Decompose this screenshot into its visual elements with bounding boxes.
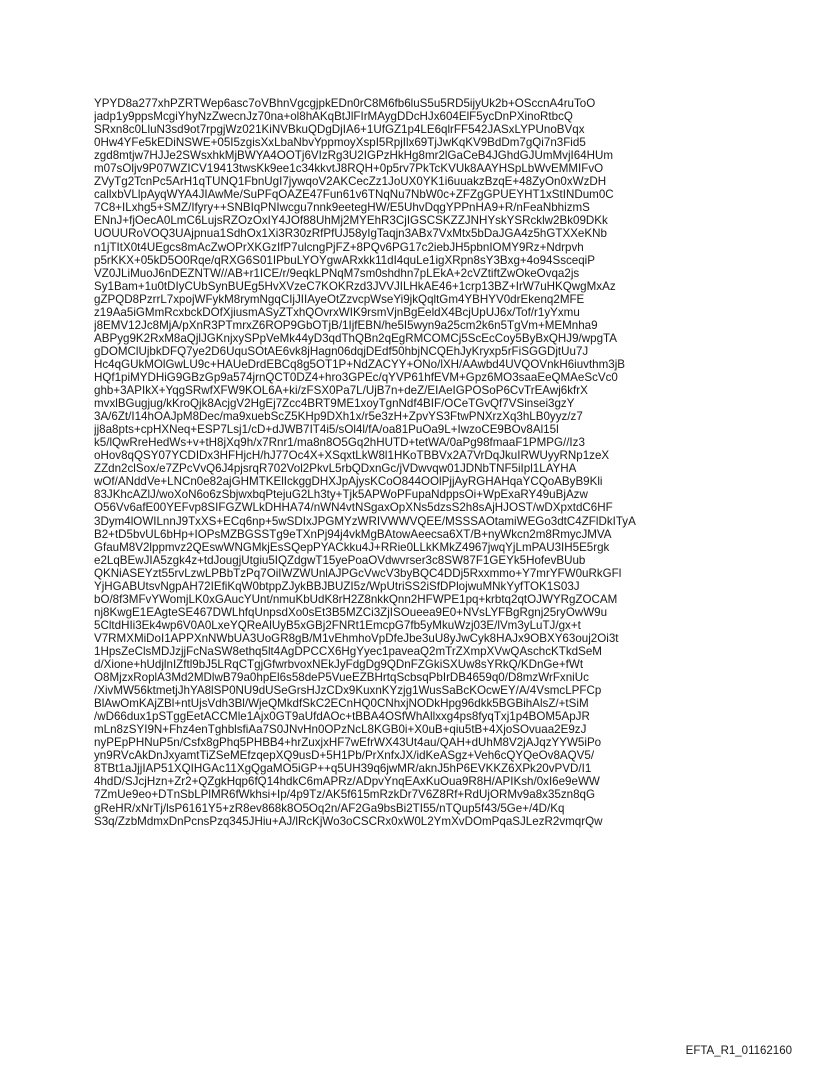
text-line: QKNiASEYzt55rvLzwLPBbTzPq7OiIWZWUnlAJPGcVwcV3byBQC4DDj5Rxxmmo+Y7mrYFW0uRkGFl bbox=[94, 566, 622, 580]
text-line: 3Dym4lOWILnnJ9TxXS+ECq6np+5wSDIxJPGMYzWRIVWWVQEE/MSSSAOtamiWEGo3dtC4ZFlDkITyA bbox=[94, 514, 636, 528]
text-line: 1HpsZeClsMDJzjjFcNaSW8ethq5lt4AgDPCCX6HgYyec1paveaQ2mTrZXmpXVwQAschcKTkdSeM bbox=[94, 644, 602, 658]
text-line: zgd8mtjw7HJJe2SWsxhkMjBWYA4OOTj6VIzRg3U2IGPzHkHg8mr2lGaCeB4JGhdGJUmMvjI64HUm bbox=[94, 149, 614, 163]
text-line: e2LqBEwJIA5zgk4z+tdJougjUtgiu5IQZdgwT15yePoaOVdwvrser3c8SW87F1GEYk5HofevBUub bbox=[94, 553, 586, 567]
document-id-stamp: EFTA_R1_01162160 bbox=[685, 1045, 792, 1057]
text-line: ZVyTg2TcnPc5ArH1qTUNQ1FbnUgI7jywqoV2AKCecZz1JoUX0YK1i6uuakzBzqE+48ZyOn0xWzDH bbox=[94, 175, 607, 189]
text-line: 7ZmUe9eo+DTnSbLPlMR6fWkhsi+Ip/4p9Tz/AK5f615mRzkDr7V6Z8Rf+RdUjORMv9a8x35zn8qG bbox=[94, 788, 595, 802]
text-line: p5rKKX+05kD5O0Rqe/qRXG6S01IPbuLYOYgwARxkk11dI4quLe1igXRpn8sY3Bxg+4o94SsceqiP bbox=[94, 253, 595, 267]
text-line: ghb+3APIkX+YqgSRwfXFW9KOL6A+ki/zFSX0Pa7L/UjB7n+deZ/EIAeIGPOSoP6CvTrEAwj6kfrX bbox=[94, 384, 588, 398]
text-line: bO/8f3MFvYWomjLK0xGAucYUnt/nmuKbUdK8rH2Z8nkkQnn2HFWPE1pq+krbtq2qtOJWYRgZOCAM bbox=[94, 592, 618, 606]
text-line: yn9RVcAkDnJxyamtTiZSeMEfzqepXQ9usD+5H1Pb/PrXnfxJX/idKeASgz+Veh6cQYQeOv8AQV5/ bbox=[94, 749, 595, 763]
text-line: wOf/ANddVe+LNCn0e82ajGHMTKElIckggDHXJpAjysKCoO844OOlPjjAyRGHAHqaYCQoAByB9Kli bbox=[94, 475, 603, 489]
text-line: 7C8+ILxhg5+SMZ/Ifyry++SNBIqPNIwcgu7nnk9eetegHW/E5UhvDqgYPPnHA9+R/nFeaNbhizmS bbox=[94, 201, 590, 215]
text-line: jj8a8pts+cpHXNeq+ESP7Lsj1/cD+dJWB7IT4i5/sOl4l/fA/oa81PuOa9L+IwzoCE9BOv8Al15l bbox=[94, 423, 559, 437]
text-line: /wD66dux1pSTggEetACCMle1Ajx0GT9aUfdAOc+tBBA4OSfWhAllxxg4ps8fyqTxj1p4BOM5ApJR bbox=[94, 710, 590, 724]
text-line: ZZdn2clSox/e7ZPcVvQ6J4pjsrqR702Vol2PkvL5rbQDxnGc/jVDwvqw01JDNbTNF5iIpl1LAYHA bbox=[94, 462, 577, 476]
text-line: d/Xione+hUdjlnIZftl9bJ5LRqCTgjGfwrbvoxNEkJyFdgDg9QDnFZGkiSXUw8sYRkQ/KDnGe+fWt bbox=[94, 658, 584, 672]
text-line: B2+tD5bvUL6bHp+IOPsMZBGSSTg9eTXnPj94j4vkMgBAtowAeecsa6XT/B+nyWkcn2m8RmycJMVA bbox=[94, 527, 612, 541]
text-line: /XivMW56ktmetjJhYA8lSP0NU9dUSeGrsHJzCDx9KuxnKYzjg1WusSaBcKOcwEY/A/4VsmcLPFCp bbox=[94, 684, 602, 698]
text-line: gDOMClUjbkDFQ7ye2D6UquSOtAE6vk8jHagn06dqjDEdf50hbjNCQEhJyKryxp5rFiSGGDjtUu7J bbox=[94, 344, 589, 358]
text-line: GfauM8V2lppmvz2QEswWNGMkjEsSQepPYACkku4J+RRie0LLkKMkZ4967jwqYjLmPAU3IH5E5rgk bbox=[94, 540, 610, 554]
text-line: ABPyg9K2RxM8aQjlJGKnjxySPpVeMk44yD3qdThQBn2qEgRMCOMCj5ScEcCoy5ByBxQHJ9/wpgTA bbox=[94, 331, 617, 345]
text-line: SRxn8c0LluN3sd9ot7rpgjWz021KiNVBkuQDgDjIA6+1UfGZ1p4LE6qlrFF542JASxLYPUnoBVqx bbox=[94, 123, 585, 137]
text-line: Hc4qGUkMOlGwLU9c+HAUeDrdEBCq8g5OT1P+NdZACYY+ONo/lXH/AAwbd4UVQOVnkH6iuvthm3jB bbox=[94, 357, 626, 371]
text-line: m07sOljv9P07WZICV19413twsKk9ee1c34kkvtJ8RQH+0p5rv7PkTcKVUk8AAYHSpLbWvEMMIFvO bbox=[94, 162, 604, 176]
text-line: j8EMV12Jc8MjA/pXnR3PTmrxZ6ROP9GbOTjB/1IjfEBN/he5I5wyn9a25cm2k6n5TgVm+MEMnha9 bbox=[94, 318, 598, 332]
text-line: 8TBt1aJjjIAP51XQIHGAc11XgQgaMO5iGP++q5UH39q6jwMR/aknJ5hP6EVKKZ6XPk20vPVD/I1 bbox=[94, 762, 592, 776]
text-line: k5/lQwRreHedWs+v+tH8jXq9h/x7Rnr1/ma8n8O5Gq2hHUTD+tetWA/0aPg98fmaaF1PMPG//Iz3 bbox=[94, 436, 585, 450]
text-line: 5CltdHIi3Ek4wp6V0A0LxeYQReAlUyB5xGBj2FNRt1EmcpG7fb5yMkuWzj03E/lVm3yLuTJ/gx+t bbox=[94, 618, 581, 632]
text-line: UOUURoVOQ3UAjpnua1SdhOx1Xi3R30zRfPfUJ58yIgTaqjn3ABx7VxMtx5bDaJGA4z5hGTXXeKNb bbox=[94, 227, 607, 241]
text-line: z19Aa5iGMmRcxbckDOfXjiusmASyZTxhQOvrxWIK9rsmVjnBgEeldX4BcjUpUJ6x/Tof/r1yYxmu bbox=[94, 305, 580, 319]
text-line: jadp1y9ppsMcgiYhyNzZwecnJz70na+ol8hAKqBtJlFIrMAygDDcHJx604ElF5ycDnPXinoRtbcQ bbox=[94, 110, 573, 124]
text-line: ENnJ+fjOecA0LmC6LujsRZOzOxIY4JOf88UhMj2MYEhR3CjIGSCSKZZJNHYskYSRcklw2Bk09DKk bbox=[94, 214, 608, 228]
text-line: n1jTItX0t4UEgcs8mAcZwOPrXKGzIfP7ulcngPjFZ+8PQv6PG17c2iebJH5pbnIOMY9Rz+Ndrpvh bbox=[94, 240, 584, 254]
text-line: S3q/ZzbMdmxDnPcnsPzq345JHiu+AJ/lRcKjWo3oCSCRx0xW0L2YmXvDOmPqaSJLezR2vmqrQw bbox=[94, 814, 603, 828]
text-line: 3A/6Zt/I14hOAJpM8Dec/ma9xuebScZ5KHp9DXh1x/r5e3zH+ZpvYS3FtwPNXrzXq3hLB0yyz/z7 bbox=[94, 410, 583, 424]
text-line: VZ0JLiMuoJ6nDEZNTW//AB+r1ICE/r/9eqkLPNqM7sm0shdhn7pLEkA+2cVZtiftZwOkeOvqa2js bbox=[94, 266, 580, 280]
text-line: BlAwOmKAjZBl+ntUjsVdh3Bl/WjeQMkdfSkC2ECnHQ0CNhxjNODkHpg96dkk5BGBihAlsZ/+tSiM bbox=[94, 697, 589, 711]
text-line: V7RMXMiDoI1APPXnNWbUA3UoGR8gB/M1vEhmhoVpDfeJbe3uU8yJwCyk8HAJx9OBXY63ouj2Oi3t bbox=[94, 631, 619, 645]
text-line: mvxlBGugjug/kKroQjk8AcjgV2HgEj7Zcc4BRT9ME1xoyTgnNdf4BIF/OCeTGvQf7VSinsei3gzY bbox=[94, 397, 575, 411]
text-line: mLn8zSYI9N+Fhz4enTghblsfiAa7S0JNvHn0OPzNcL8KGB0i+X0uB+qiu5tB+4XjoSOvuaa2E9zJ bbox=[94, 723, 587, 737]
text-line: 4hdD/SJcjHzn+Zr2+QZgkHqp6fQ14hdkC6mAPRz/ADpvYnqEAxKuOua9R8H/APIKsh/0xI6e9eWW bbox=[94, 775, 600, 789]
text-line: Sy1Bam+1u0tDIyCUbSynBUEg5HvXVzeC7KOKRzd3JVVJILHkAE46+1crp13BZ+IrW7uHKQwgMxAz bbox=[94, 279, 616, 293]
text-line: YjHGABUtsvNgpAH72IEfiKqW0btppZJykBBJBUZI5z/WpUtriSS2iSfDPlojwuMNkYyfTOK1S03J bbox=[94, 579, 580, 593]
text-line: nj8KwgE1EAgteSE467DWLhfqUnpsdXo0sEt3B5MZCi3ZjISOueea9E0+NVsLYFBgRgnj25ryOwW9u bbox=[94, 605, 608, 619]
text-line: callxbVLlpAyqWYA4JIAwMe/SuPFqOAZE47Fun61v6TNqNu7NbW0c+ZFZgGPUEYHT1xStINDum0C bbox=[94, 188, 614, 202]
text-line: 0Hw4YFe5kEDiNSWE+05I5zgisXxLbaNbvYppmoyXspI5RpjIlx69TjJwKqKV9BdDm7gQi7n3Fid5 bbox=[94, 136, 586, 150]
text-line: 83JKhcAZlJ/woXoN6o6zSbjwxbqPtejuG2Lh3ty+Tjk5APWoPFupaNdppsOi+WpExaRY49uBjAzw bbox=[94, 488, 588, 502]
text-line: nyPEpPHNuP5n/Csfx8gPhq5PHBB4+hrZuxjxHF7wEfrWX43Ut4au/QAH+dUhM8V2jAJqzYYW5iPo bbox=[94, 736, 602, 750]
text-line: YPYD8a277xhPZRTWep6asc7oVBhnVgcgjpkEDn0rC8M6fb6luS5u5RD5ijyUk2b+OSccnA4ruToO bbox=[94, 97, 596, 110]
text-line: O56Vv6afE00YEFvp8SIFGZWLkDHHA74/nWN4vtNSgaxOpXNs5dzsS2h8sAjHJOST/wDXpxtdC6HF bbox=[94, 501, 613, 515]
text-line: oHov8qQSY07YCDIDx3HFHjcH/hJ77Oc4X+XSqxtLkW8l1HKoTBBVx2A7VrDqJkuIRWUyyRNp1zeX bbox=[94, 449, 610, 463]
text-line: gZPQD8PzrrL7xpojWFykM8rymNgqCIjJIIAyeOtZzvcpWseYi9jkQqltGm4YBHYV0drEkenq2MFE bbox=[94, 292, 585, 306]
encoded-text-block bbox=[94, 97, 734, 828]
text-line: O8MjzxRoplA3Md2MDlwB79a0hpEl6s58deP5VueEZBHrtqScbsqPbIrDB4659q0/D8mzWrFxniUc bbox=[94, 671, 589, 685]
text-line: HQf1piMYDHiG9GBzGp9a574jrnQCT0DZ4+hro3GPEc/qYVP61hfEVM+Gpz6MO3saaEeQMAeScVc0 bbox=[94, 370, 618, 384]
text-line: gReHR/xNrTj/lsP6161Y5+zR8ev868k8O5Oq2n/AF2Ga9bsBi2TI55/nTQup5f43/5Ge+/4D/Kq bbox=[94, 801, 565, 815]
